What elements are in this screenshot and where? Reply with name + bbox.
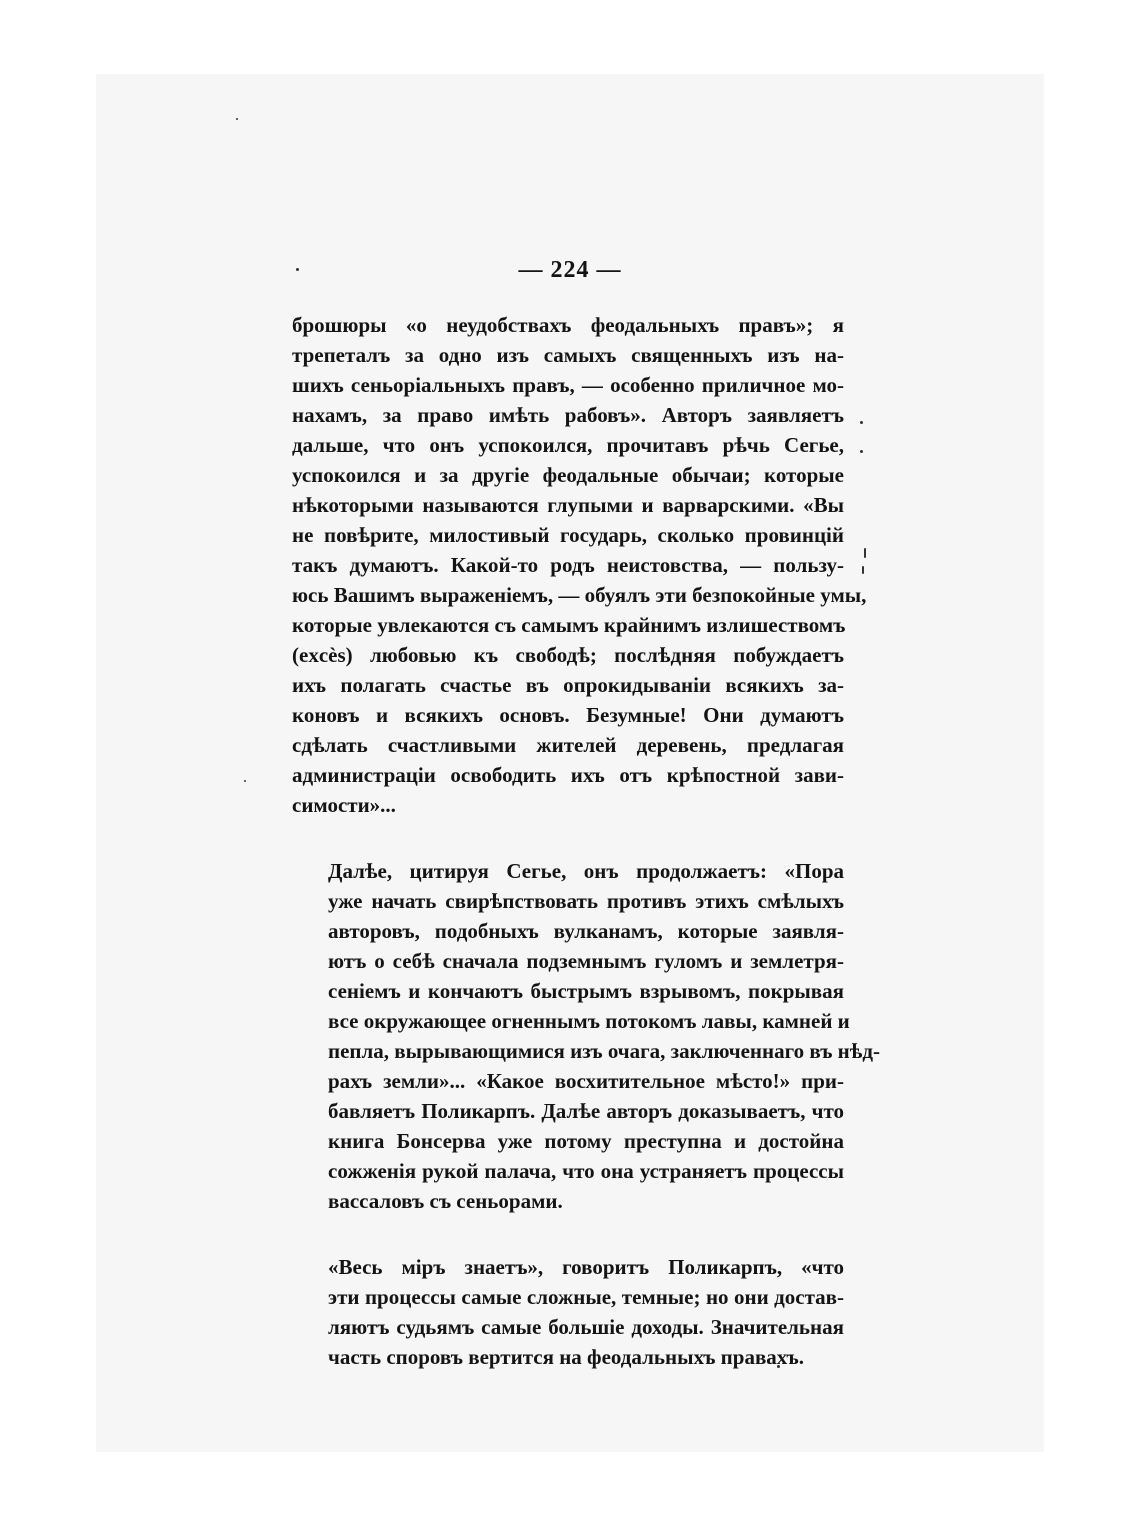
text-line: трепеталъ за одно изъ самыхъ священныхъ изъ на-	[292, 343, 844, 367]
text-line: Далѣе, цитируя Сегье, онъ продолжаетъ: «Пора	[328, 859, 844, 883]
text-line: «Весь міръ знаетъ», говоритъ Поликарпъ, «что	[328, 1255, 844, 1279]
text-line: дальше, что онъ успокоился, прочитавъ рѣчь Сегье,	[292, 433, 844, 457]
text-line: эти процессы самые сложные, темные; но они достав-	[328, 1285, 844, 1309]
text-line: пепла, вырывающимися изъ очага, заключеннаго въ нѣд-	[328, 1039, 880, 1063]
text-line: все окружающее огненнымъ потокомъ лавы, камней и	[328, 1009, 850, 1033]
scan-speck	[862, 566, 864, 574]
page-number: — 224 —	[518, 257, 622, 283]
text-line: сожженія рукой палача, что она устраняетъ процессы	[328, 1159, 844, 1183]
scan-speck	[236, 118, 238, 120]
text-line: книга Бонсерва уже потому преступна и достойна	[328, 1129, 844, 1153]
scan-speck	[864, 548, 866, 558]
text-line: уже начать свирѣпствовать противъ этихъ смѣлыхъ	[328, 889, 844, 913]
text-line: вассаловъ съ сеньорами.	[328, 1189, 563, 1213]
text-line: юсь Вашимъ выраженіемъ, — обуялъ эти безпокойные умы,	[292, 583, 867, 607]
text-line: сеніемъ и кончаютъ быстрымъ взрывомъ, покрывая	[328, 979, 844, 1003]
text-line: такъ думаютъ. Какой-то родъ неистовства, — пользу-	[292, 553, 844, 577]
paragraph	[292, 1252, 844, 1372]
text-line: администраціи освободить ихъ отъ крѣпостной зави-	[292, 763, 844, 787]
text-line: ихъ полагать счастье въ опрокидываніи всякихъ за-	[292, 673, 844, 697]
scan-speck	[244, 780, 246, 782]
text-line: симости»...	[292, 793, 396, 817]
paragraph	[292, 856, 880, 1216]
text-line: нѣкоторыми называются глупыми и варварскими. «Вы	[292, 493, 844, 517]
scan-speck	[860, 421, 863, 424]
text-line: сдѣлать счастливыми жителей деревень, предлагая	[292, 733, 844, 757]
text-line: ютъ о себѣ сначала подземнымъ гуломъ и землетря-	[328, 949, 844, 973]
text-line: коновъ и всякихъ основъ. Безумные! Они думаютъ	[292, 703, 844, 727]
text-line: рахъ земли»... «Какое восхитительное мѣсто!» при-	[328, 1069, 844, 1093]
text-line: брошюры «о неудобствахъ феодальныхъ правъ»; я	[292, 313, 844, 337]
text-line: (excès) любовью къ свободѣ; послѣдняя побуждаетъ	[292, 643, 844, 667]
text-line: часть споровъ вертится на феодальныхъ правахъ.	[328, 1345, 804, 1369]
text-line: авторовъ, подобныхъ вулканамъ, которые заявля-	[328, 919, 844, 943]
scan-speck	[860, 450, 863, 453]
text-line: бавляетъ Поликарпъ. Далѣе авторъ доказываетъ, что	[328, 1099, 844, 1123]
text-line: которые увлекаются съ самымъ крайнимъ излишествомъ	[292, 613, 846, 637]
text-line: не повѣрите, милостивый государь, сколько провинцій	[292, 523, 844, 547]
paragraph	[292, 310, 867, 820]
body-text	[292, 310, 880, 1408]
text-line: шихъ сеньоріальныхъ правъ, — особенно приличное мо-	[292, 373, 844, 397]
text-line: ляютъ судьямъ самые большіе доходы. Значительная	[328, 1315, 844, 1339]
text-line: нахамъ, за право имѣть рабовъ». Авторъ заявляетъ	[292, 403, 844, 427]
text-line: успокоился и за другіе феодальные обычаи; которые	[292, 463, 844, 487]
